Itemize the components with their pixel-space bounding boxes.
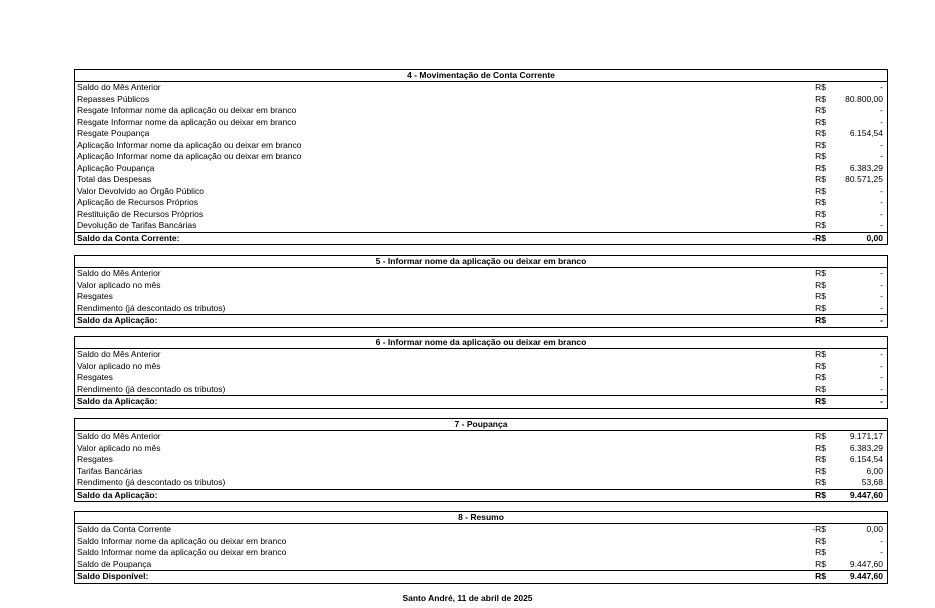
table-row — [75, 291, 887, 303]
row-value: 6.154,54 — [849, 454, 883, 464]
row-value: 6.383,29 — [849, 162, 883, 173]
row-label: Saldo do Mês Anterior — [77, 268, 161, 278]
row-value: - — [880, 372, 883, 382]
row-value: - — [880, 349, 883, 359]
row-value: - — [880, 268, 883, 278]
section-title: 5 - Informar nome da aplicação ou deixar em branco — [75, 256, 887, 268]
table-row — [75, 372, 887, 384]
total-currency: -R$ — [812, 232, 826, 243]
row-label: Aplicação Poupança — [77, 162, 155, 173]
row-label: Saldo do Mês Anterior — [77, 431, 161, 441]
row-label: Rendimento (já descontado os tributos) — [77, 383, 226, 394]
row-label: Restituição de Recursos Próprios — [77, 208, 204, 219]
row-value: 80.571,25 — [845, 174, 883, 184]
table-row — [75, 454, 887, 466]
section-title: 6 - Informar nome da aplicação ou deixar em branco — [75, 337, 887, 349]
table-row — [75, 443, 887, 455]
row-value: 0,00 — [866, 524, 883, 534]
row-currency: R$ — [815, 174, 826, 184]
row-currency: R$ — [815, 431, 826, 441]
table-row — [75, 117, 887, 129]
row-label: Aplicação Informar nome da aplicação ou deixar em branco — [77, 151, 302, 161]
row-label: Devolução de Tarifas Bancárias — [77, 220, 197, 230]
row-label: Valor aplicado no mês — [77, 279, 161, 290]
table-row — [75, 559, 887, 571]
row-label: Total das Despesas — [77, 174, 152, 184]
total-row — [75, 314, 887, 327]
row-currency: R$ — [815, 279, 826, 290]
row-currency: R$ — [815, 383, 826, 394]
row-value: - — [880, 302, 883, 313]
row-value: - — [880, 116, 883, 127]
total-value: - — [880, 315, 883, 325]
table-row — [75, 524, 887, 536]
row-value: 9.171,17 — [849, 431, 883, 441]
row-currency: R$ — [815, 116, 826, 127]
row-label: Resgate Informar nome da aplicação ou deixar em branco — [77, 116, 297, 127]
row-currency: R$ — [815, 465, 826, 476]
table-row — [75, 82, 887, 94]
row-value: - — [880, 547, 883, 557]
total-label: Saldo da Aplicação: — [77, 489, 158, 500]
row-value: - — [880, 220, 883, 230]
row-label: Tarifas Bancárias — [77, 465, 143, 476]
table-row — [75, 280, 887, 292]
row-currency: R$ — [815, 82, 826, 92]
table-row — [75, 536, 887, 548]
row-currency: R$ — [815, 454, 826, 464]
row-value: 6,00 — [866, 465, 883, 476]
total-row — [75, 232, 887, 245]
total-row — [75, 570, 887, 583]
row-label: Valor Devolvido ao Órgão Público — [77, 185, 204, 196]
total-value: - — [880, 396, 883, 406]
section-poupanca — [74, 418, 888, 502]
row-label: Resgate Poupança — [77, 128, 150, 138]
row-currency: R$ — [815, 442, 826, 453]
table-row — [75, 361, 887, 373]
row-value: - — [880, 208, 883, 219]
row-currency: R$ — [815, 93, 826, 104]
section-resumo — [74, 511, 888, 584]
total-label: Saldo da Aplicação: — [77, 315, 158, 325]
table-row — [75, 94, 887, 106]
row-label: Aplicação Informar nome da aplicação ou deixar em branco — [77, 139, 302, 150]
row-value: - — [880, 139, 883, 150]
row-currency: R$ — [815, 208, 826, 219]
row-currency: R$ — [815, 349, 826, 359]
row-label: Valor aplicado no mês — [77, 360, 161, 371]
section-aplicacao-5 — [74, 255, 888, 328]
row-value: 6.154,54 — [849, 128, 883, 138]
table-row — [75, 384, 887, 396]
row-currency: R$ — [815, 547, 826, 557]
row-currency: R$ — [815, 185, 826, 196]
row-currency: R$ — [815, 302, 826, 313]
total-currency: R$ — [815, 571, 826, 581]
row-currency: R$ — [815, 372, 826, 382]
row-label: Aplicação de Recursos Próprios — [77, 197, 198, 207]
total-value: 0,00 — [866, 232, 883, 243]
table-row — [75, 220, 887, 232]
row-label: Saldo Informar nome da aplicação ou deixar em branco — [77, 535, 287, 546]
row-label: Saldo do Mês Anterior — [77, 349, 161, 359]
section-aplicacao-6 — [74, 336, 888, 409]
row-currency: R$ — [815, 291, 826, 301]
row-value: - — [880, 291, 883, 301]
row-currency: R$ — [815, 220, 826, 230]
row-label: Repasses Públicos — [77, 93, 150, 104]
table-row — [75, 349, 887, 361]
row-value: - — [880, 185, 883, 196]
table-row — [75, 151, 887, 163]
row-label: Rendimento (já descontado os tributos) — [77, 302, 226, 313]
section-title: 4 - Movimentação de Conta Corrente — [75, 70, 887, 82]
row-currency: R$ — [815, 105, 826, 115]
table-row — [75, 140, 887, 152]
row-value: 53,68 — [861, 477, 883, 487]
table-row — [75, 466, 887, 478]
row-currency: -R$ — [812, 524, 826, 534]
row-value: - — [880, 279, 883, 290]
row-value: - — [880, 360, 883, 371]
row-value: 6.383,29 — [849, 442, 883, 453]
row-label: Saldo Informar nome da aplicação ou deixar em branco — [77, 547, 287, 557]
row-currency: R$ — [815, 139, 826, 150]
row-currency: R$ — [815, 197, 826, 207]
row-label: Saldo de Poupança — [77, 558, 152, 569]
total-label: Saldo da Conta Corrente: — [77, 232, 180, 243]
section-conta-corrente — [74, 69, 888, 245]
row-label: Rendimento (já descontado os tributos) — [77, 477, 226, 487]
row-value: 9.447,60 — [849, 558, 883, 569]
table-row — [75, 174, 887, 186]
table-row — [75, 268, 887, 280]
row-value: - — [880, 151, 883, 161]
row-label: Resgates — [77, 454, 113, 464]
table-row — [75, 303, 887, 315]
row-currency: R$ — [815, 558, 826, 569]
total-row — [75, 489, 887, 502]
row-currency: R$ — [815, 477, 826, 487]
row-label: Saldo da Conta Corrente — [77, 524, 172, 534]
row-value: - — [880, 82, 883, 92]
row-value: - — [880, 383, 883, 394]
total-label: Saldo Disponível: — [77, 571, 149, 581]
row-currency: R$ — [815, 360, 826, 371]
row-currency: R$ — [815, 268, 826, 278]
table-row — [75, 197, 887, 209]
table-row — [75, 477, 887, 489]
total-row — [75, 395, 887, 408]
section-title: 8 - Resumo — [75, 512, 887, 524]
total-currency: R$ — [815, 489, 826, 500]
row-label: Valor aplicado no mês — [77, 442, 161, 453]
section-title: 7 - Poupança — [75, 419, 887, 431]
table-row — [75, 163, 887, 175]
table-row — [75, 547, 887, 559]
total-value: 9.447,60 — [849, 571, 883, 581]
table-row — [75, 186, 887, 198]
table-row — [75, 431, 887, 443]
total-label: Saldo da Aplicação: — [77, 396, 158, 406]
row-label: Resgates — [77, 372, 113, 382]
row-value: 80.800,00 — [845, 93, 883, 104]
row-label: Saldo do Mês Anterior — [77, 82, 161, 92]
row-currency: R$ — [815, 162, 826, 173]
total-value: 9.447,60 — [849, 489, 883, 500]
row-value: - — [880, 197, 883, 207]
row-value: - — [880, 105, 883, 115]
table-row — [75, 209, 887, 221]
table-row — [75, 128, 887, 140]
row-label: Resgates — [77, 291, 113, 301]
row-currency: R$ — [815, 535, 826, 546]
row-currency: R$ — [815, 128, 826, 138]
row-label: Resgate Informar nome da aplicação ou deixar em branco — [77, 105, 297, 115]
table-row — [75, 105, 887, 117]
row-value: - — [880, 535, 883, 546]
total-currency: R$ — [815, 396, 826, 406]
row-currency: R$ — [815, 151, 826, 161]
footer-date-location: Santo André, 11 de abril de 2025 — [402, 593, 533, 603]
total-currency: R$ — [815, 315, 826, 325]
